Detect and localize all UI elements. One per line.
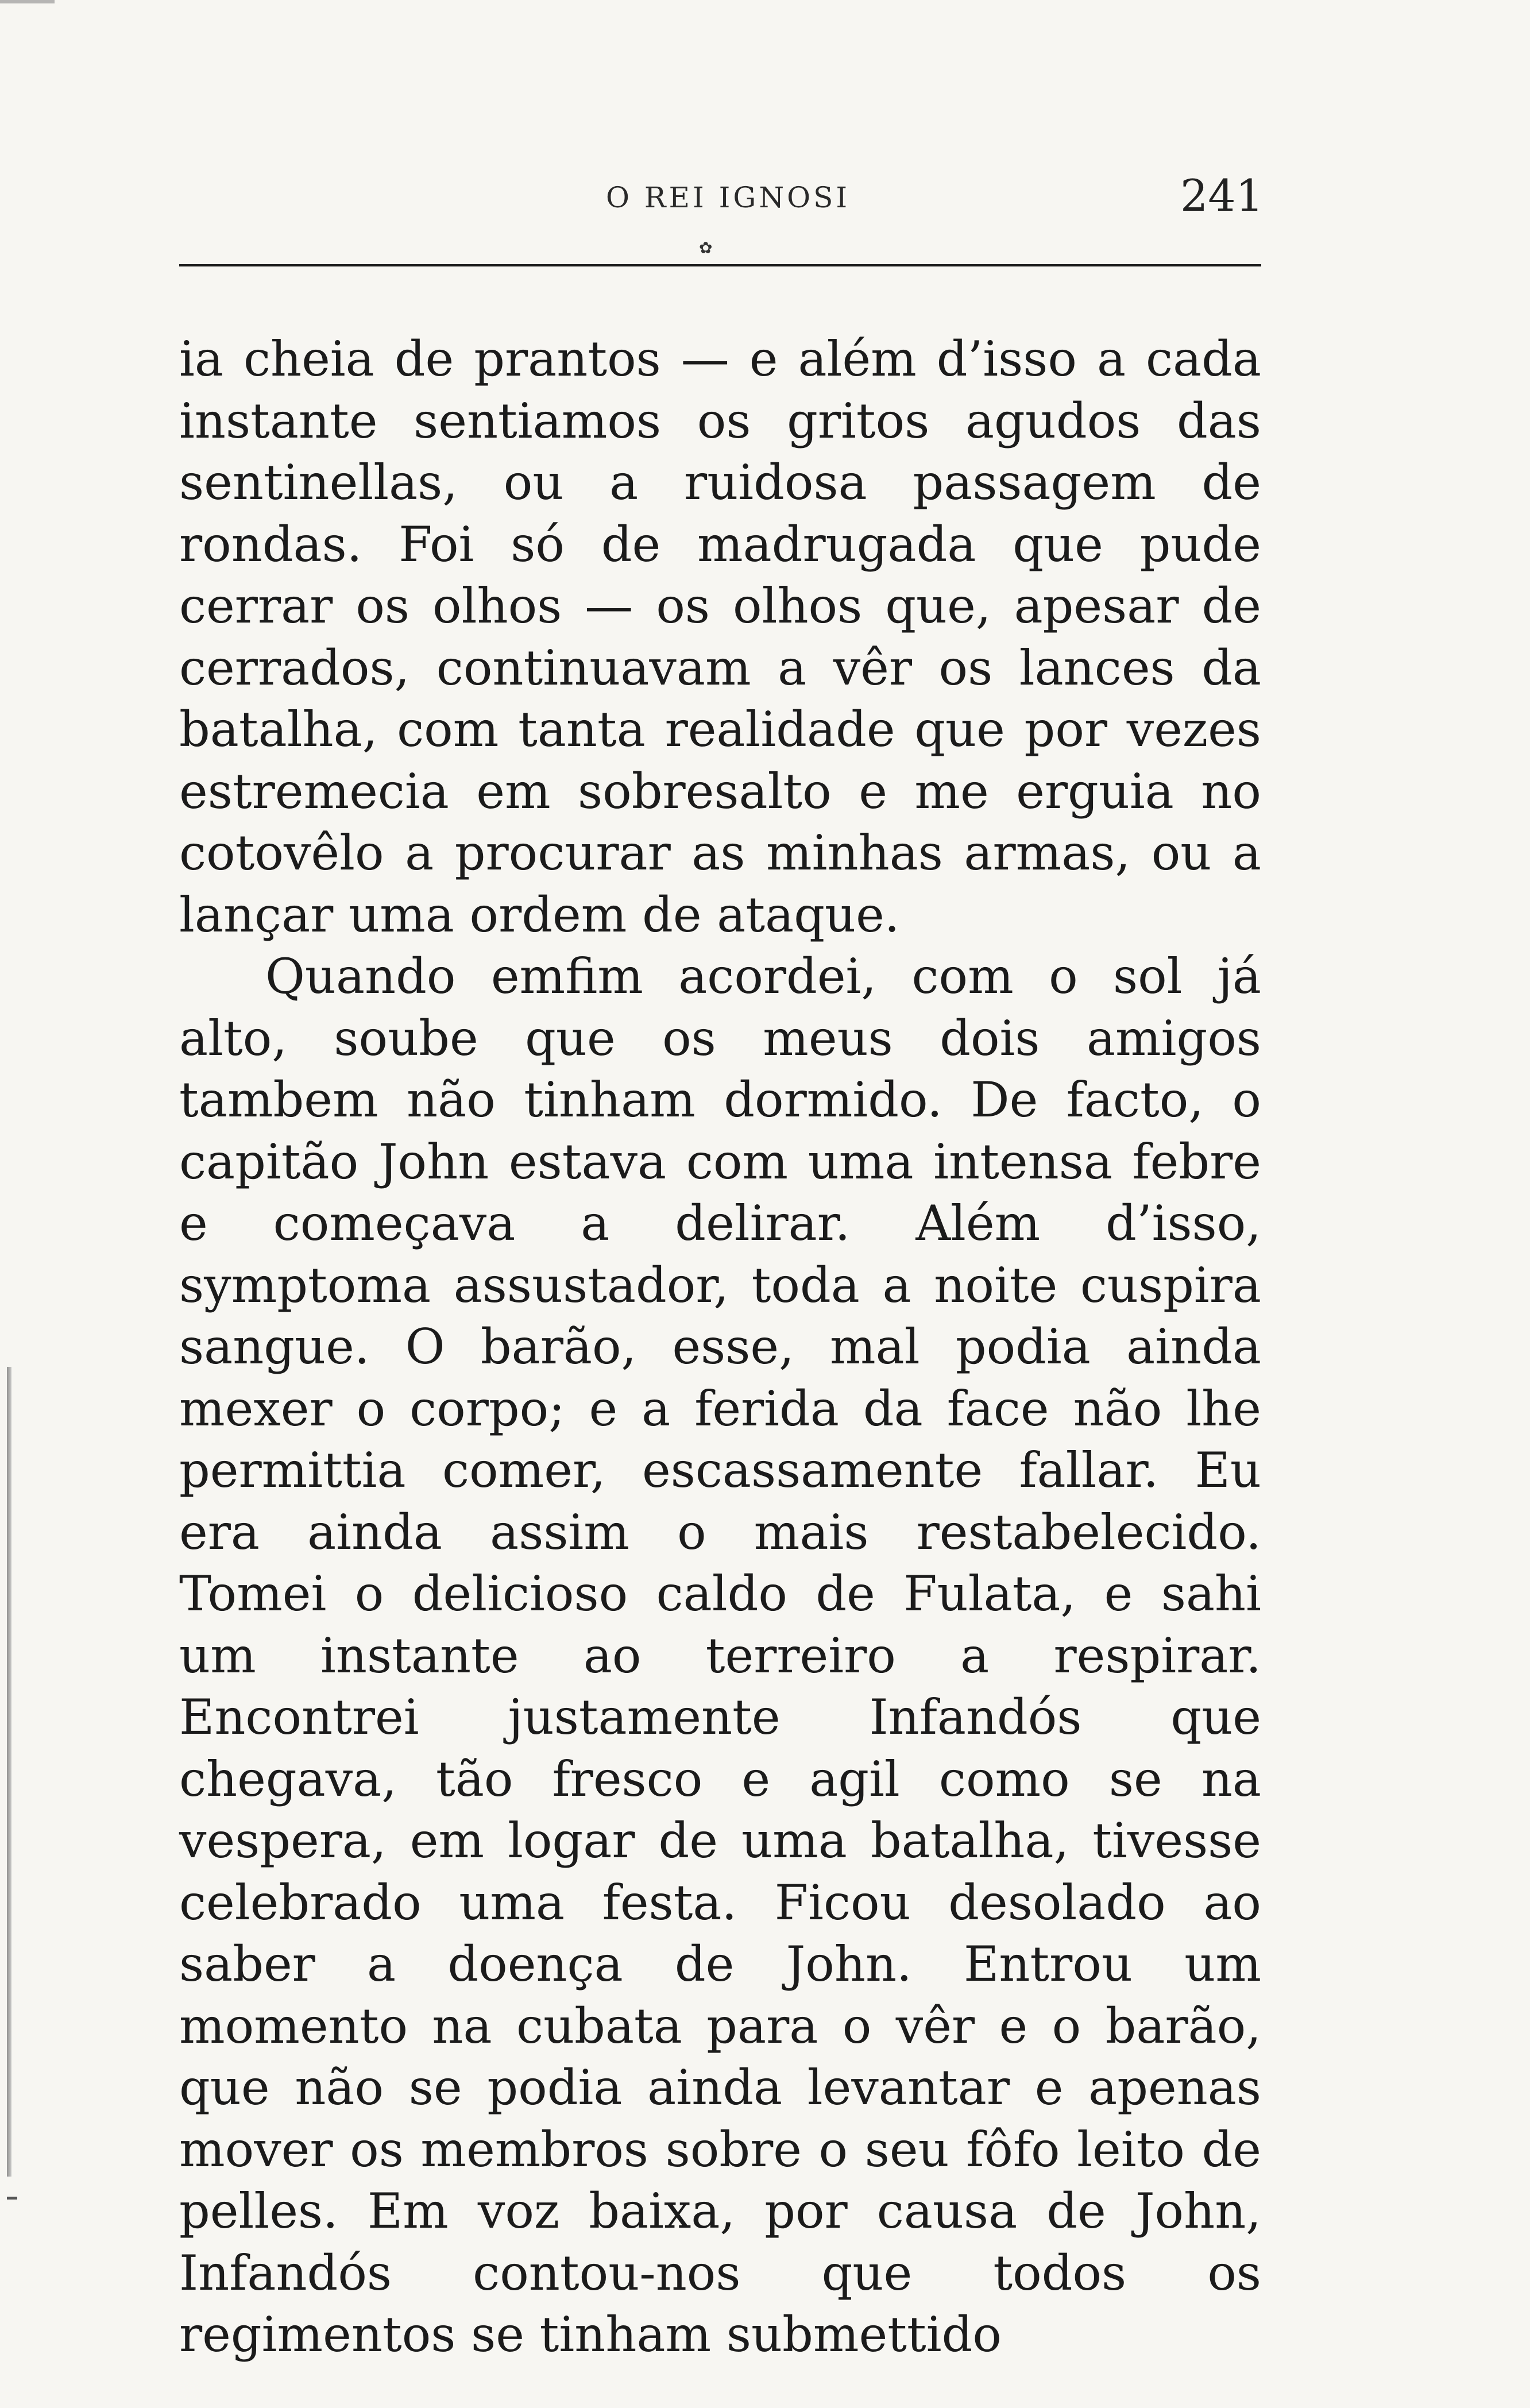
scan-edge-tick (7, 2197, 17, 2200)
body-text (179, 328, 1261, 2366)
page-number: 241 (1180, 170, 1264, 221)
running-title: O REI IGNOSI (606, 181, 851, 214)
scan-corner-mark (0, 0, 55, 3)
scan-page-edge (7, 1367, 11, 2177)
paragraph: Quando emfim acordei, com o sol já alto, soube que os meus dois amigos tambem não tinham dormido. De facto, o capitão John estava com uma intensa febre e começava a delirar. Além d’isso, symptoma assustador, toda a noite cuspira sangue. O barão, esse, mal podia ainda mexer o corpo; e a ferida da face não lhe permittia comer, escassamente fallar. Eu era ainda assim o mais restabelecido. Tomei o delicioso caldo de Fulata, e sahi um instante ao terreiro a respirar. Encontrei justamente Infandós que chegava, tão fresco e agil como se na vespera, em logar de uma batalha, tivesse celebrado uma festa. Ficou desolado ao saber a doença de John. Entrou um momento na cubata para o vêr e o barão, que não se podia ainda levantar e apenas mover os membros sobre o seu fôfo leito de pelles. Em voz baixa, por causa de John, Infandós contou-nos que todos os regimentos se tinham submettido (179, 948, 1261, 2363)
page-header (178, 167, 1264, 235)
header-rule (179, 264, 1261, 266)
paragraph-continued: ia cheia de prantos — e além d’isso a cada instante sentiamos os gritos agudos das sentinellas, ou a ruidosa passagem de rondas. Foi só de madrugada que pude cerrar os olhos — os olhos que, apesar de cerrados, continuavam a vêr os lances da batalha, com tanta realidade que por vezes estremecia em sobresalto e me erguia no cotovêlo a procurar as minhas armas, ou a lançar uma ordem de ataque. (179, 331, 1261, 943)
header-ornament: ✿ (699, 238, 713, 257)
